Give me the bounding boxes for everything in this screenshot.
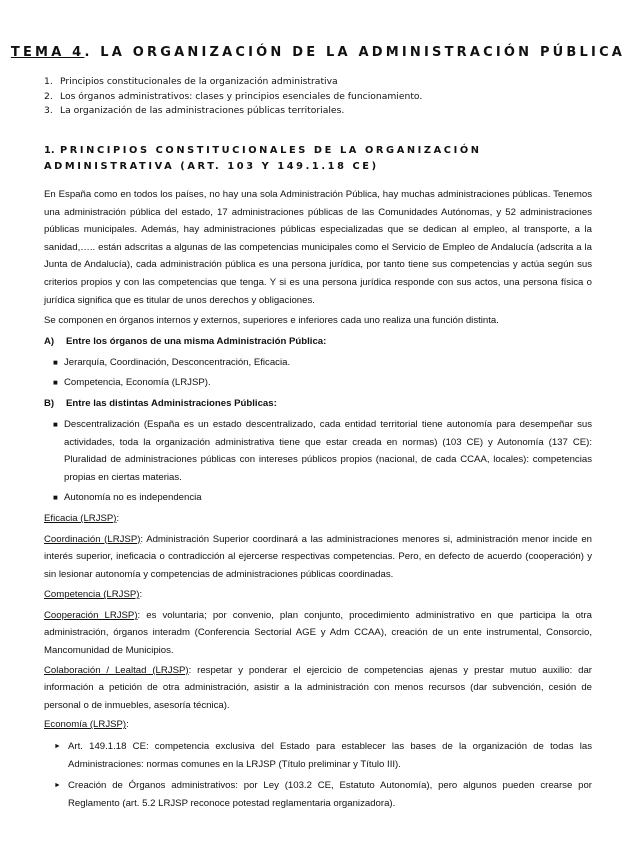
cooperacion-paragraph: Cooperación LRJSP): es voluntaria; por convenio, plan conjunto, procedimiento administrativo en que participa la otra administración, órganos interadm (Conferencia Sectorial AGE y Adm CCAA), creación de un ente instrumental, Consorcio, Mancomunidad de Municipios. xyxy=(44,609,592,657)
bullet-icon: ■ xyxy=(53,357,58,367)
list-item: ■ Competencia, Economía (LRJSP). xyxy=(44,374,592,392)
coordinacion-paragraph: Coordinación (LRJSP): Administración Superior coordinará a las administraciones menores si, administración menor incide en interés superior, ineficacia o contradicción al ejercerse respectivas competencias. Pero, en defecto de acuerdo (cooperación) y sin lesionar autonomía y competencias de administraciones públicas coordinadas. xyxy=(44,533,592,580)
arrow-bullet-icon: ► xyxy=(54,782,61,790)
document-body xyxy=(44,186,592,812)
section-b-heading: B) Entre las distintas Administraciones Públicas: xyxy=(44,397,277,409)
section-heading: 1. PRINCIPIOS CONSTITUCIONALES DE LA ORGANIZACIÓN ADMINISTRATIVA (ART. 103 Y 149.1.18 CE) xyxy=(44,145,482,172)
list-item: ► Creación de Órganos administrativos: por Ley (103.2 CE, Estatuto Autonomía), pero algunos pueden crearse por Reglamento (art. 5.2 LRJSP reconoce potestad reglamentaria organizadora). xyxy=(44,777,592,812)
toc-item: 1. Principios constitucionales de la organización administrativa xyxy=(44,76,338,87)
competencia-paragraph: Competencia (LRJSP): xyxy=(44,589,143,601)
section-b-list xyxy=(44,416,592,507)
list-item: ■ Autonomía no es independencia xyxy=(44,489,592,507)
bullet-icon: ■ xyxy=(53,378,58,388)
section-a-heading: A) Entre los órganos de una misma Administración Pública: xyxy=(44,335,327,347)
toc-item: 3. La organización de las administraciones públicas territoriales. xyxy=(44,105,345,116)
bullet-icon: ■ xyxy=(53,419,58,429)
eficacia-paragraph: Eficacia (LRJSP): xyxy=(44,512,120,524)
list-item: ► Art. 149.1.18 CE: competencia exclusiva del Estado para establecer las bases de la organización de todas las Administraciones: normas comunes en la LRJSP (Título preliminar y Título III). xyxy=(44,738,592,773)
economia-list xyxy=(44,738,592,812)
arrow-bullet-icon: ► xyxy=(54,743,61,751)
list-item: ■ Jerarquía, Coordinación, Desconcentración, Eficacia. xyxy=(44,354,592,372)
table-of-contents xyxy=(44,75,604,119)
toc-item: 2. Los órganos administrativos: clases y principios esenciales de funcionamiento. xyxy=(44,90,423,102)
composition-paragraph: Se componen en órganos internos y externos, superiores e inferiores cada uno realiza una función distinta. xyxy=(44,315,499,327)
section-a-list xyxy=(44,354,592,392)
intro-paragraph: En España como en todos los países, no hay una sola Administración Pública, hay muchas administraciones públicas. Tenemos una administración pública del estado, 17 administraciones públicas de las Comunidades Autónomas, y 52 administraciones públicas municipales. Además, hay administraciones públicas especializadas que se dedican al empleo, al transporte, a la sanidad,….. están adscritas a algunas de las competencias municipales como el Servicio de Empleo de Andalucía (adscrita a la Junta de Andalucía), cada administración pública es una persona jurídica, por tanto tiene sus competencias y actúa según sus criterios propios y con las competencias que tenga. Y si es una persona jurídica responde con sus actos, una persona física o jurídica significa que es titular de unos derechos y obligaciones. xyxy=(44,189,592,306)
economia-paragraph: Economía (LRJSP): xyxy=(44,719,129,731)
title-number: TEMA 4 xyxy=(10,45,85,60)
page-title xyxy=(0,45,636,60)
bullet-icon: ■ xyxy=(53,493,58,503)
list-item: ■ Descentralización (España es un estado descentralizado, cada entidad territorial tiene autonomía para desempeñar sus actividades, toda la organización administrativa tiene que estar creada en normas) (103 CE) y Autonomía (137 CE): Pluralidad de administraciones públicas con intereses públicos propios (nacional, de cada CCAA, locales): competencias propias en ciertas materias. xyxy=(44,416,592,486)
colaboracion-paragraph: Colaboración / Lealtad (LRJSP): respetar y ponderar el ejercicio de competencias ajenas y prestar mutuo auxilio: dar información a petición de otra administración, asistir a la administración con menos recursos (dar subvención, cesión de personal o de inmuebles, asesoría técnica). xyxy=(44,664,592,711)
title-text: . LA ORGANIZACIÓN DE LA ADMINISTRACIÓN PÚBLICA xyxy=(84,45,626,60)
